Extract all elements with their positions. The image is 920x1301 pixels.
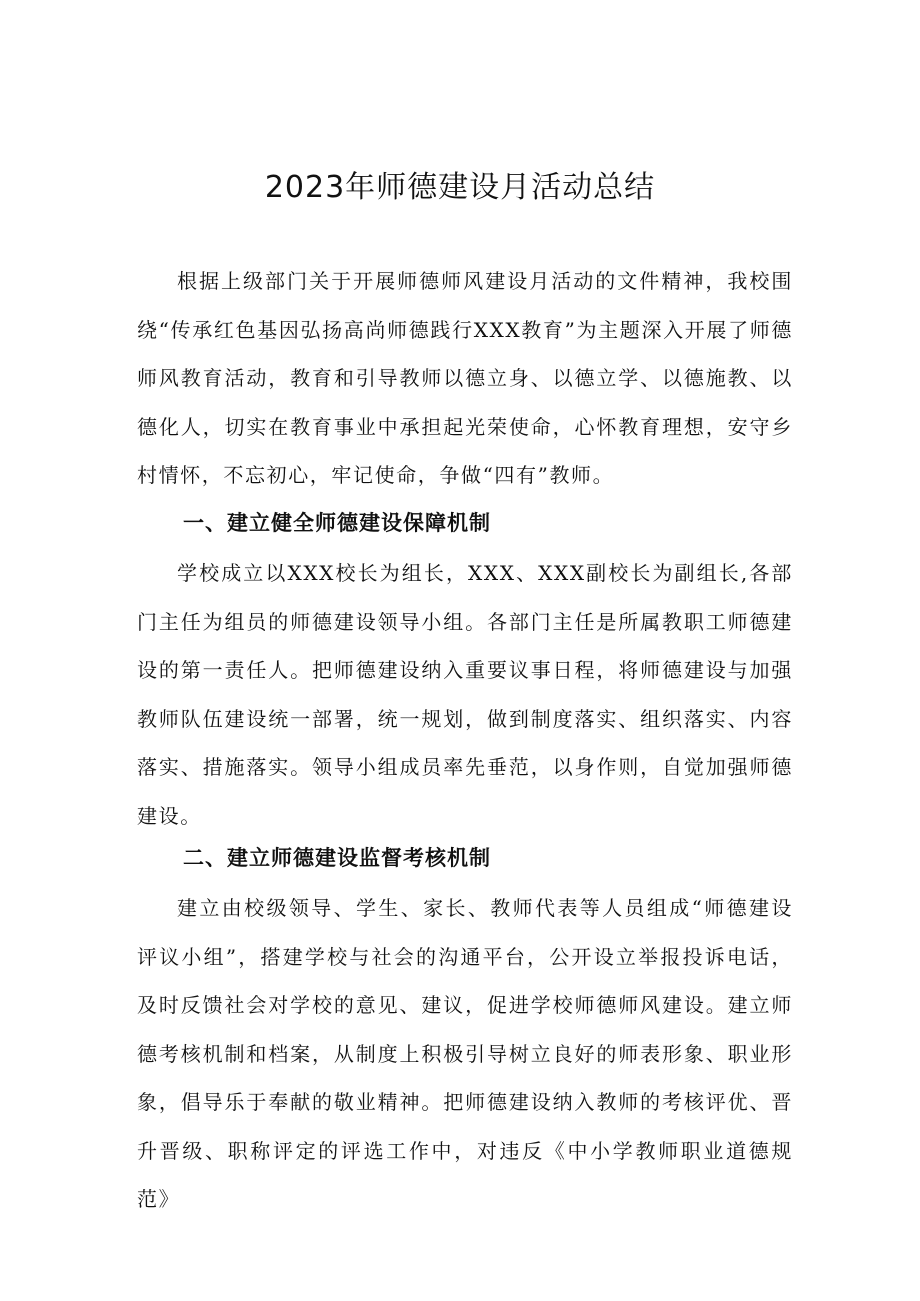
section-heading-2: 二、建立师德建设监督考核机制: [183, 846, 491, 870]
document-title: 2023年师德建设月活动总结: [264, 170, 656, 205]
section-paragraph-2: 建立由校级领导、学生、家长、教师代表等人员组成“师德建设评议小组”，搭建学校与社会的沟通平台，公开设立举报投诉电话，及时反馈社会对学校的意见、建议，促进学校师德师风建设。建立师德考核机制和档案，从制度上积极引导树立良好的师表形象、职业形象，倡导乐于奉献的敬业精神。把师德建设纳入教师的考核评优、晋升晋级、职称评定的评选工作中，对违反《中小学教师职业道德规范》: [137, 896, 793, 1211]
section-paragraph-1: 学校成立以XXX校长为组长，XXX、XXX副校长为副组长,各部门主任为组员的师德建设领导小组。各部门主任是所属教职工师德建设的第一责任人。把师德建设纳入重要议事日程，将师德建设与加强教师队伍建设统一部署，统一规划，做到制度落实、组织落实、内容落实、措施落实。领导小组成员率先垂范，以身作则，自觉加强师德建设。: [137, 561, 793, 828]
intro-paragraph: 根据上级部门关于开展师德师风建设月活动的文件精神，我校围绕“传承红色基因弘扬高尚师德践行XXX教育”为主题深入开展了师德师风教育活动，教育和引导教师以德立身、以德立学、以德施教、以德化人，切实在教育事业中承担起光荣使命，心怀教育理想，安守乡村情怀，不忘初心，牢记使命，争做“四有”教师。: [137, 269, 793, 487]
section-heading-1: 一、建立健全师德建设保障机制: [183, 511, 491, 535]
